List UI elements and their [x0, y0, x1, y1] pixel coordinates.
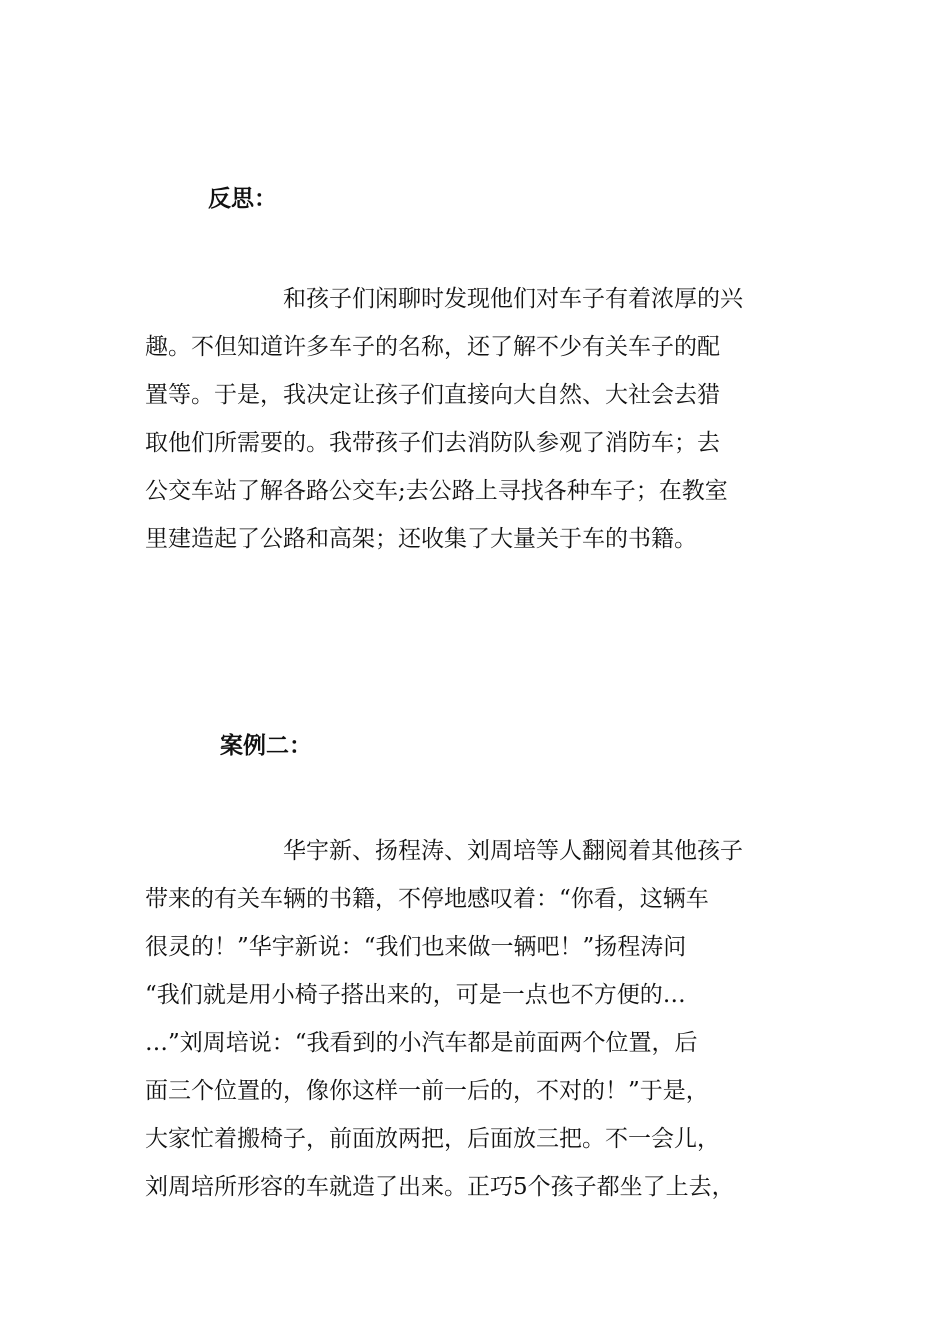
section-heading-case-two: 案例二：	[220, 732, 312, 759]
paragraph-line: 趣。不但知道许多车子的名称，还了解不少有关车子的配	[145, 334, 720, 360]
paragraph-line: …”刘周培说：“我看到的小汽车都是前面两个位置，后	[145, 1030, 698, 1056]
reflection-paragraph	[145, 275, 815, 563]
paragraph-line: 华宇新、扬程涛、刘周培等人翻阅着其他孩子	[283, 838, 743, 864]
paragraph-line: 大家忙着搬椅子，前面放两把，后面放三把。不一会儿，	[145, 1126, 720, 1152]
paragraph-line: 取他们所需要的。我带孩子们去消防队参观了消防车；去	[145, 430, 720, 456]
paragraph-line: 很灵的！”华宇新说：“我们也来做一辆吧！”扬程涛问	[145, 934, 687, 960]
paragraph-line: 带来的有关车辆的书籍，不停地感叹着：“你看，这辆车	[145, 886, 709, 912]
paragraph-line: 置等。于是，我决定让孩子们直接向大自然、大社会去猎	[145, 382, 720, 408]
paragraph-line: 里建造起了公路和高架；还收集了大量关于车的书籍。	[145, 526, 697, 552]
paragraph-line: 面三个位置的，像你这样一前一后的，不对的！”于是，	[145, 1078, 709, 1104]
paragraph-line: “我们就是用小椅子搭出来的，可是一点也不方便的…	[145, 982, 686, 1008]
paragraph-line: 和孩子们闲聊时发现他们对车子有着浓厚的兴	[283, 286, 743, 312]
paragraph-line: 刘周培所形容的车就造了出来。正巧5个孩子都坐了上去，	[145, 1174, 735, 1200]
paragraph-line: 公交车站了解各路公交车;去公路上寻找各种车子；在教室	[145, 478, 728, 504]
case-two-paragraph	[145, 827, 815, 1211]
section-heading-reflection: 反思：	[208, 185, 277, 212]
